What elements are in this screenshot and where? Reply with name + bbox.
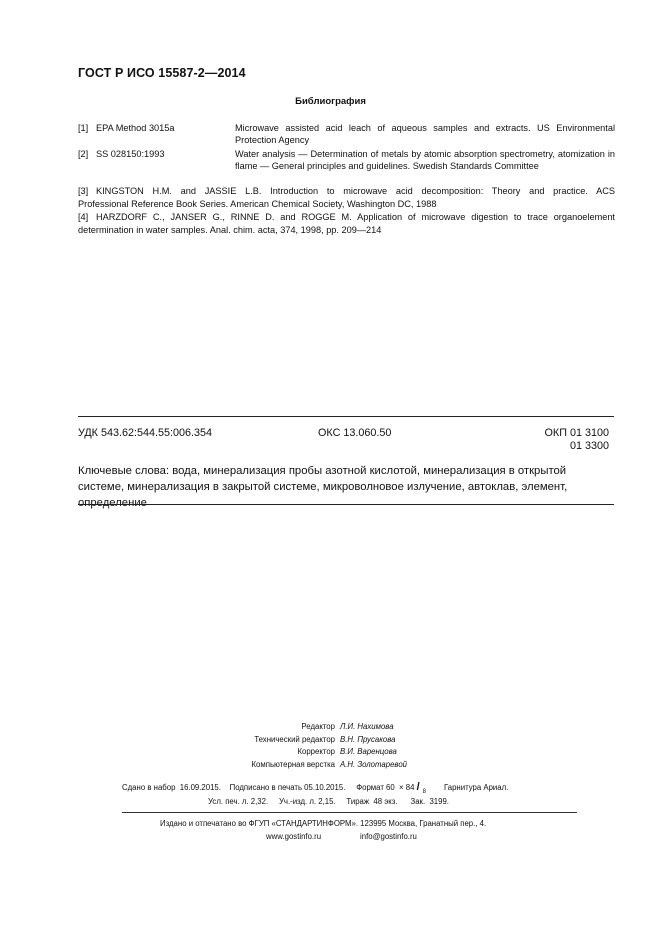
ref-number: [2] bbox=[78, 149, 89, 159]
credit-label: Компьютерная верстка bbox=[251, 759, 335, 769]
okp-code-1: ОКП 01 3100 bbox=[544, 427, 609, 439]
oks-code: ОКС 13.060.50 bbox=[318, 427, 392, 439]
ref-text: KINGSTON H.M. and JASSIE L.B. Introduction to microwave acid decomposition: Theory and practice. ACS bbox=[96, 186, 615, 196]
imprint-divider bbox=[122, 812, 577, 813]
ref-source: SS 028150:1993 bbox=[96, 149, 165, 159]
standard-designation: ГОСТ Р ИСО 15587-2—2014 bbox=[78, 66, 246, 80]
ref-description: Water analysis — Determination of metals by atomic absorption spectrometry, atomization in flame — General principles and guidelines. Swedish Standards Committee bbox=[235, 149, 615, 172]
typeface-text: Гарнитура Ариал. bbox=[443, 783, 509, 792]
publisher-website[interactable]: www.gostinfo.ru bbox=[266, 832, 322, 841]
bibliography-title: Библиография bbox=[295, 96, 366, 107]
ref-text: HARZDORF C., JANSER G., RINNE D. and ROGGE M. Application of microwave digestion to trace organoelement bbox=[96, 212, 615, 222]
print-details-line1 bbox=[122, 781, 508, 795]
ref-source: EPA Method 3015a bbox=[96, 123, 175, 133]
divider-top bbox=[78, 416, 614, 417]
publisher-info: Издано и отпечатано во ФГУП «СТАНДАРТИНФОРМ». 123995 Москва, Гранатный пер., 4. bbox=[160, 819, 487, 828]
format-fraction: / 8 bbox=[417, 781, 427, 795]
divider-bottom bbox=[78, 504, 614, 505]
ref-text-continuation: Professional Reference Book Series. American Chemical Society, Washington DC, 1988 bbox=[78, 198, 437, 209]
credit-label: Технический редактор bbox=[254, 734, 335, 744]
credit-value: В.И. Варенцова bbox=[340, 747, 397, 756]
ref-text-continuation: determination in water samples. Anal. chim. acta, 374, 1998, pp. 209—214 bbox=[78, 224, 382, 235]
ref-number: [3] bbox=[78, 186, 89, 196]
credit-label: Корректор bbox=[297, 747, 335, 756]
credit-value: А.Н. Золотаревой bbox=[340, 759, 408, 769]
ref-number: [1] bbox=[78, 123, 89, 133]
udk-code: УДК 543.62:544.55:006.354 bbox=[78, 427, 213, 439]
imprint-credits bbox=[160, 721, 500, 771]
print-details-line2: Усл. печ. л. 2,32. Уч.-изд. л. 2,15. Тираж 48 экз. Зак. 3199. bbox=[208, 797, 449, 806]
okp-code-2: 01 3300 bbox=[569, 440, 609, 452]
ref-description: Microwave assisted acid leach of aqueous samples and extracts. US Environmental Protection Agency bbox=[235, 123, 615, 146]
credit-row bbox=[160, 746, 500, 759]
credit-row bbox=[160, 734, 500, 747]
ref-number: [4] bbox=[78, 212, 89, 222]
credit-label: Редактор bbox=[301, 722, 335, 731]
credit-value: В.Н. Прусакова bbox=[340, 734, 396, 744]
credit-row bbox=[160, 759, 500, 772]
keywords: Ключевые слова: вода, минерализация пробы азотной кислотой, минерализация в открытой системе, минерализация в закрытой системе, микроволновое излучение, автоклав, элемент, определение bbox=[78, 465, 568, 509]
credit-row bbox=[160, 721, 500, 734]
credit-value: Л.И. Нахимова bbox=[340, 722, 394, 731]
print-details-text: Сдано в набор 16.09.2015. Подписано в печать 05.10.2015. Формат 60 × 84 bbox=[122, 783, 415, 792]
format-denominator: 8 bbox=[422, 789, 426, 795]
publisher-email[interactable]: info@gostinfo.ru bbox=[360, 832, 417, 841]
